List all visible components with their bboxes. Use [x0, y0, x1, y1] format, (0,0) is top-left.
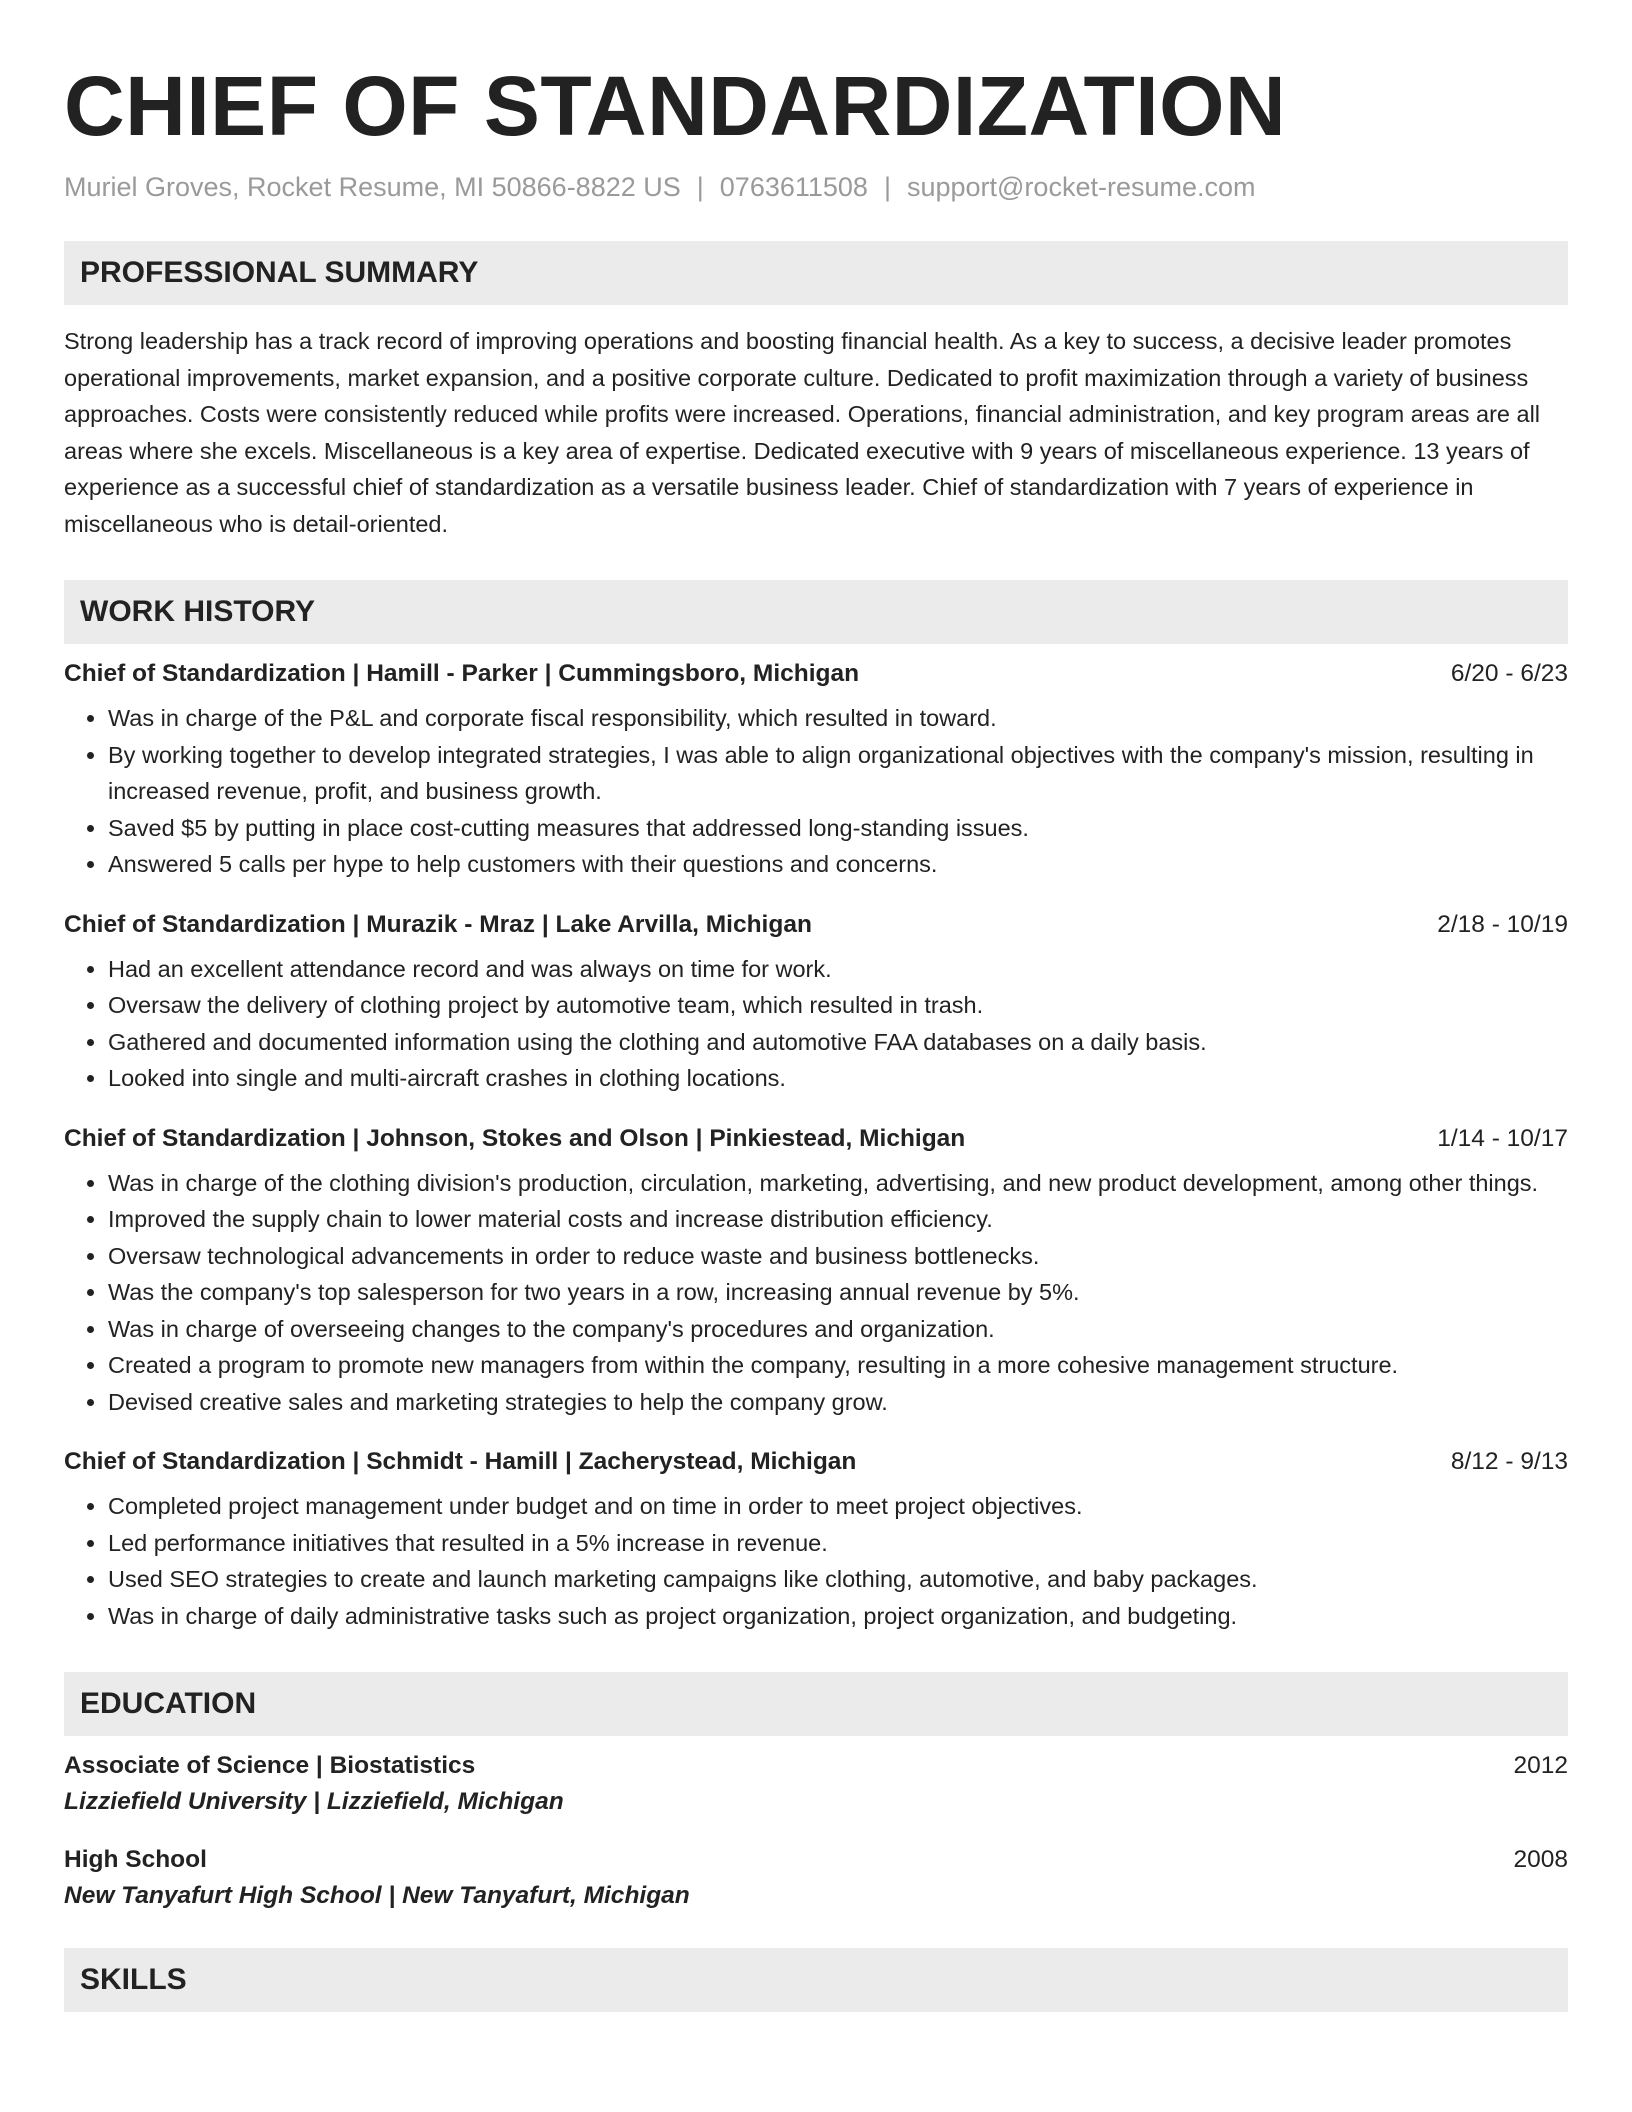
- education-header: [64, 1846, 1568, 1874]
- job-title: Chief of Standardization | Murazik - Mraz | Lake Arvilla, Michigan: [64, 910, 812, 938]
- contact-line: [64, 172, 1568, 203]
- contact-address: Muriel Groves, Rocket Resume, MI 50866-8822 US: [64, 172, 681, 203]
- education-entry: [64, 1752, 1568, 1816]
- job-bullet: • Devised creative sales and marketing strategies to help the company grow.: [108, 1384, 1568, 1421]
- job-title: Chief of Standardization | Schmidt - Hamill | Zacherystead, Michigan: [64, 1448, 857, 1476]
- contact-phone: 0763611508: [719, 172, 868, 203]
- job-header: [64, 911, 1568, 939]
- education-year: 2012: [1513, 1752, 1568, 1780]
- education-list: [64, 1752, 1568, 1910]
- page-title: CHIEF OF STANDARDIZATION: [64, 59, 1287, 153]
- job-bullet: • Gathered and documented information using the clothing and automotive FAA databases on a daily basis.: [108, 1024, 1568, 1061]
- job-title: Chief of Standardization | Johnson, Stokes and Olson | Pinkiestead, Michigan: [64, 1124, 966, 1152]
- job-bullet: • By working together to develop integrated strategies, I was able to align organizational objectives with the company's mission, resulting in increased revenue, profit, and business growth.: [108, 737, 1568, 810]
- job-dates: 8/12 - 9/13: [1450, 1448, 1568, 1476]
- job-bullet: • Was in charge of the clothing division's production, circulation, marketing, advertising, and new product development, among other things.: [108, 1165, 1568, 1202]
- job-bullet: • Was the company's top salesperson for two years in a row, increasing annual revenue by 5%.: [108, 1274, 1568, 1311]
- job-entry: [64, 1125, 1568, 1421]
- contact-separator: |: [696, 172, 704, 203]
- education-school: Lizziefield University | Lizziefield, Michigan: [64, 1788, 564, 1816]
- summary-text: Strong leadership has a track record of improving operations and boosting financial health. As a key to success, a decisive leader promotes operational improvements, market expansion, and a positive corporate culture. Dedicated to profit maximization through a variety of business approaches. Costs were consistently reduced while profits were increased. Operations, financial administration, and key program areas are all areas where she excels. Miscellaneous is a key area of expertise. Dedicated executive with 9 years of miscellaneous experience. 13 years of experience as a successful chief of standardization as a versatile business leader. Chief of standardization with 7 years of experience in miscellaneous who is detail-oriented.: [64, 328, 1541, 537]
- work-history-list: [64, 660, 1568, 1634]
- education-header: [64, 1752, 1568, 1780]
- job-bullet: • Looked into single and multi-aircraft crashes in clothing locations.: [108, 1060, 1568, 1097]
- section-heading-summary: PROFESSIONAL SUMMARY: [64, 241, 1568, 305]
- job-bullet: • Created a program to promote new managers from within the company, resulting in a more cohesive management structure.: [108, 1347, 1568, 1384]
- job-title: Chief of Standardization | Hamill - Parker | Cummingsboro, Michigan: [64, 660, 860, 688]
- job-entry: [64, 911, 1568, 1097]
- job-bullet: • Was in charge of daily administrative tasks such as project organization, project organization, and budgeting.: [108, 1598, 1568, 1635]
- job-bullets: [64, 1165, 1568, 1421]
- job-bullet: • Had an excellent attendance record and was always on time for work.: [108, 951, 1568, 988]
- section-heading-skills: SKILLS: [64, 1948, 1568, 2012]
- job-bullet: • Answered 5 calls per hype to help customers with their questions and concerns.: [108, 846, 1568, 883]
- job-header: [64, 660, 1568, 688]
- education-degree: Associate of Science | Biostatistics: [64, 1752, 476, 1780]
- job-bullet: • Led performance initiatives that resulted in a 5% increase in revenue.: [108, 1525, 1568, 1562]
- job-dates: 2/18 - 10/19: [1437, 910, 1568, 938]
- job-header: [64, 1448, 1568, 1476]
- job-bullets: [64, 1488, 1568, 1634]
- education-degree: High School: [64, 1846, 207, 1874]
- job-dates: 6/20 - 6/23: [1450, 660, 1568, 688]
- job-bullet: • Saved $5 by putting in place cost-cutting measures that addressed long-standing issues.: [108, 810, 1568, 847]
- job-entry: [64, 660, 1568, 883]
- job-header: [64, 1125, 1568, 1153]
- job-bullets: [64, 700, 1568, 883]
- education-entry: [64, 1846, 1568, 1910]
- job-bullet: • Oversaw technological advancements in order to reduce waste and business bottlenecks.: [108, 1238, 1568, 1275]
- job-bullet: • Was in charge of the P&L and corporate fiscal responsibility, which resulted in toward.: [108, 700, 1568, 737]
- section-heading-education: EDUCATION: [64, 1672, 1568, 1736]
- job-dates: 1/14 - 10/17: [1437, 1124, 1568, 1152]
- job-bullet: • Was in charge of overseeing changes to the company's procedures and organization.: [108, 1311, 1568, 1348]
- job-bullet: • Completed project management under budget and on time in order to meet project objectives.: [108, 1488, 1568, 1525]
- section-heading-work-history: WORK HISTORY: [64, 580, 1568, 644]
- education-year: 2008: [1513, 1846, 1568, 1874]
- job-bullet: • Improved the supply chain to lower material costs and increase distribution efficiency.: [108, 1201, 1568, 1238]
- job-bullet: • Used SEO strategies to create and launch marketing campaigns like clothing, automotive, and baby packages.: [108, 1561, 1568, 1598]
- job-bullets: [64, 951, 1568, 1097]
- education-school: New Tanyafurt High School | New Tanyafurt, Michigan: [64, 1882, 690, 1910]
- job-bullet: • Oversaw the delivery of clothing project by automotive team, which resulted in trash.: [108, 987, 1568, 1024]
- contact-email: support@rocket-resume.com: [906, 172, 1256, 203]
- job-entry: [64, 1448, 1568, 1634]
- contact-separator: |: [883, 172, 891, 203]
